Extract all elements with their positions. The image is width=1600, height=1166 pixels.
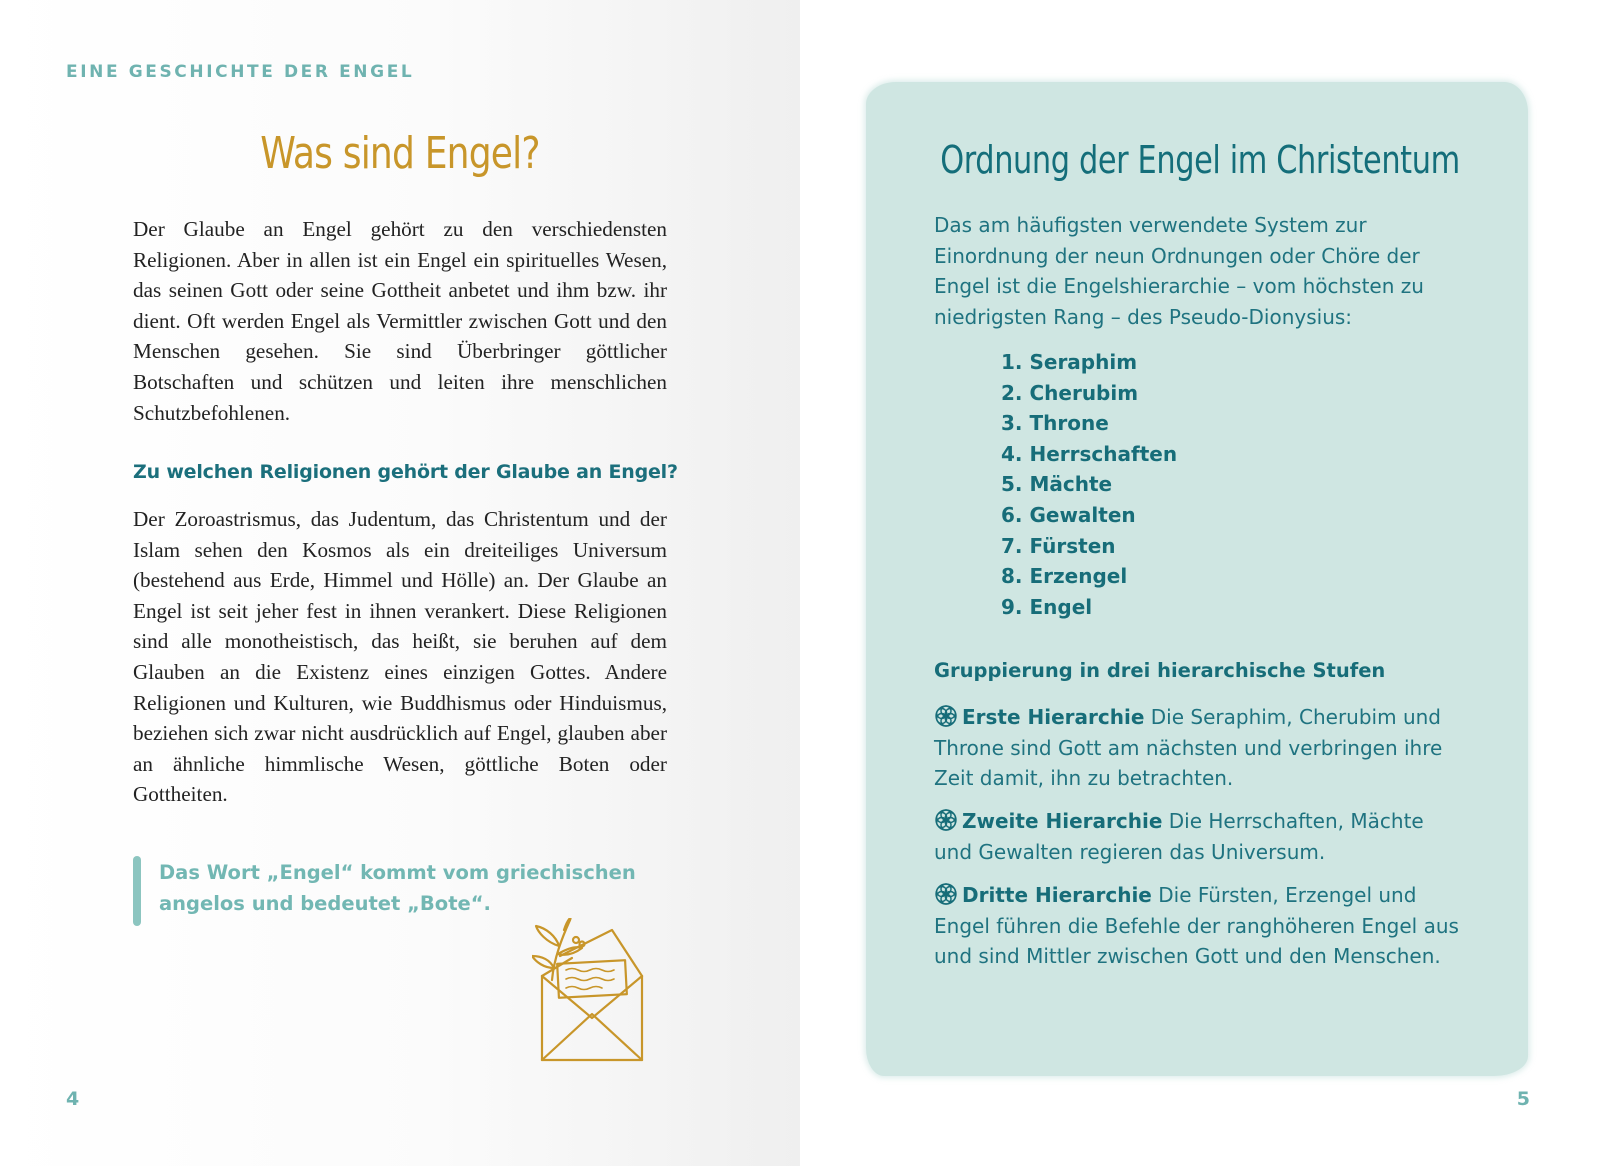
panel-title: Ordnung der Engel im Christentum [940, 138, 1460, 182]
list-item: 3. Throne [1001, 411, 1109, 436]
list-item: 2. Cherubim [1001, 380, 1139, 405]
list-item: 7. Fürsten [1001, 533, 1116, 558]
page-title: Was sind Engel? [260, 128, 540, 179]
hierarchy-name: Zweite Hierarchie [962, 809, 1163, 833]
flower-of-life-icon [934, 704, 958, 728]
list-item: 6. Gewalten [1001, 502, 1136, 527]
panel-intro: Das am häufigsten verwendete System zur Einordnung der neun Ordnungen oder Chöre der Engel ist die Engelshierarchie – vom höchsten zu niedrigsten Rang – des Pseudo-Dionysius: [934, 213, 1424, 329]
list-item: 9. Engel [1001, 594, 1093, 619]
pull-quote [159, 858, 639, 919]
hierarchy-item [934, 806, 1468, 867]
quote-bar [133, 856, 141, 926]
hierarchy-subheading: Gruppierung in drei hierarchische Stufen [934, 659, 1386, 682]
hierarchy-item [934, 880, 1468, 972]
running-head: EINE GESCHICHTE DER ENGEL [66, 62, 415, 82]
pull-quote-line: Das Wort „Engel“ kommt vom griechischen [159, 861, 636, 884]
envelope-with-sprig-icon [532, 918, 652, 1068]
hierarchy-text: Die Fürsten, Erzengel und Engel führen die Befehle der ranghöheren Engel aus und sind Mittler zwischen Gott und den Menschen. [934, 883, 1459, 968]
hierarchy-name: Dritte Hierarchie [962, 883, 1152, 907]
flower-of-life-icon [934, 882, 958, 906]
section-subheading: Zu welchen Religionen gehört der Glaube an Engel? [133, 461, 678, 483]
right-page [800, 0, 1600, 1166]
list-item: 8. Erzengel [1001, 564, 1128, 589]
angel-ranks-list [1001, 347, 1177, 622]
religions-paragraph: Der Zoroastrismus, das Judentum, das Christentum und der Islam sehen den Kosmos als ein dreiteiliges Universum (bestehend aus Erde, Himmel und Hölle) an. Der Glaube an Engel ist seit jeher fest in ihnen verankert. Diese Religionen sind alle monotheistisch, das heißt, sie beruhen auf dem Glauben an die Existenz eines einzigen Gottes. Andere Religionen und Kulturen, wie Buddhismus oder Hinduismus, beziehen sich zwar nicht ausdrücklich auf Engel, glauben aber an ähnliche himmlische Wesen, göttliche Boten oder Gottheiten. [133, 507, 667, 807]
pull-quote-line: angelos und bedeutet „Bote“. [159, 891, 491, 915]
hierarchy-text: Die Herrschaften, Mächte und Gewalten regieren das Universum. [934, 809, 1424, 864]
page-number: 4 [66, 1088, 80, 1110]
flower-of-life-icon [934, 808, 958, 832]
hierarchy-text: Die Seraphim, Cherubim und Throne sind Gott am nächsten und verbringen ihre Zeit damit, ihn zu betrachten. [934, 705, 1443, 790]
list-item: 5. Mächte [1001, 472, 1113, 497]
list-item: 4. Herrschaften [1001, 441, 1178, 466]
list-item: 1. Seraphim [1001, 350, 1138, 374]
page-number: 5 [1516, 1088, 1530, 1110]
hierarchy-name: Erste Hierarchie [962, 705, 1145, 729]
hierarchy-item [934, 702, 1468, 794]
intro-paragraph: Der Glaube an Engel gehört zu den verschiedensten Religionen. Aber in allen ist ein Engel ein spirituelles Wesen, das seinen Gott oder seine Gottheit anbetet und ihm bzw. ihr dient. Oft werden Engel als Vermittler zwischen Gott und den Menschen gesehen. Sie sind Überbringer göttlicher Botschaften und schützen und leiten ihre menschlichen Schutzbefohlenen. [133, 217, 667, 425]
